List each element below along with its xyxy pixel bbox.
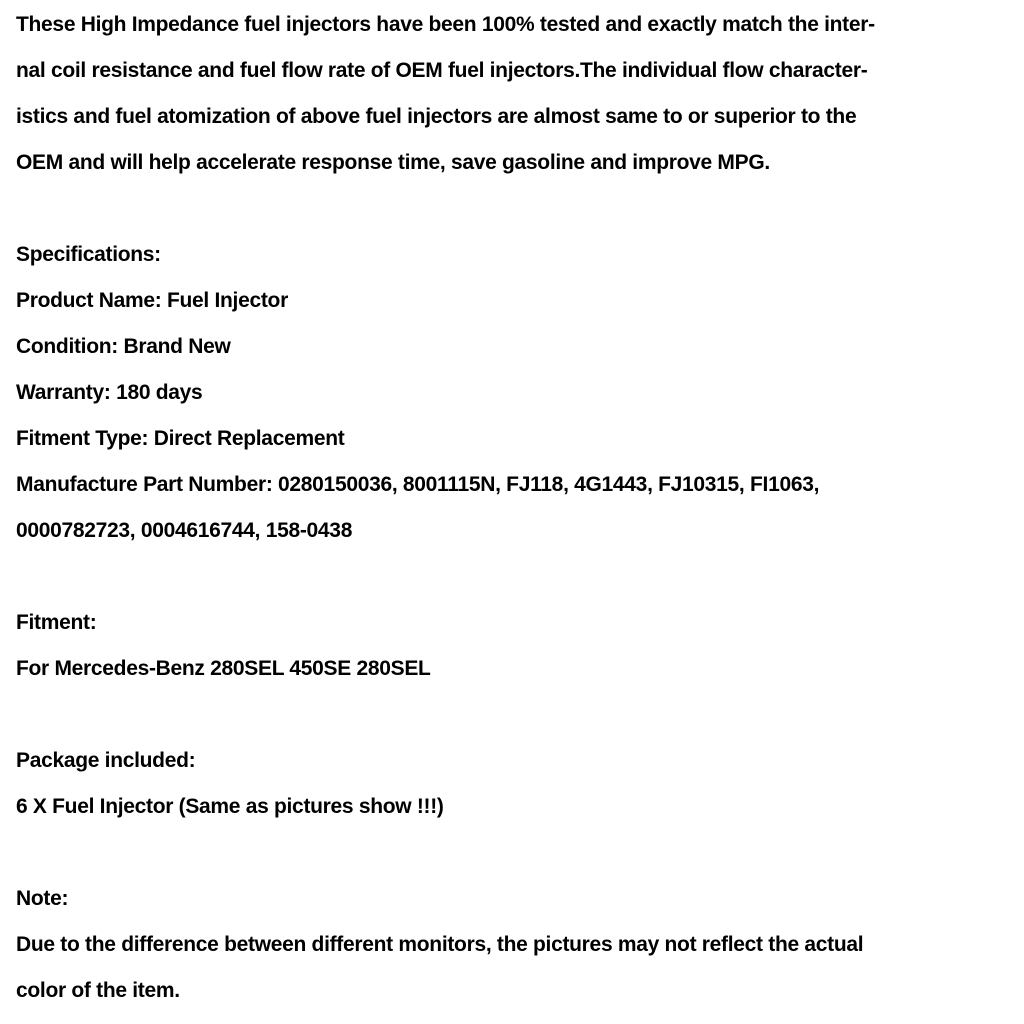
section-gap xyxy=(16,554,1020,600)
intro-line: istics and fuel atomization of above fuel injectors are almost same to or superior to the xyxy=(16,105,857,128)
intro-line: These High Impedance fuel injectors have been 100% tested and exactly match the inter- xyxy=(16,13,875,36)
fitment-line: For Mercedes-Benz 280SEL 450SE 280SEL xyxy=(16,657,431,680)
package-heading: Package included: xyxy=(16,749,196,772)
spec-fitment-type: Fitment Type: Direct Replacement xyxy=(16,427,345,450)
specifications-heading: Specifications: xyxy=(16,243,161,266)
section-gap xyxy=(16,692,1020,738)
fitment-heading: Fitment: xyxy=(16,611,97,634)
note-heading: Note: xyxy=(16,887,69,910)
package-line: 6 X Fuel Injector (Same as pictures show !!!) xyxy=(16,795,444,818)
spec-product-name: Product Name: Fuel Injector xyxy=(16,289,288,312)
spec-condition: Condition: Brand New xyxy=(16,335,231,358)
spec-warranty: Warranty: 180 days xyxy=(16,381,203,404)
note-line: Due to the difference between different monitors, the pictures may not reflect the actual xyxy=(16,933,864,956)
intro-line: OEM and will help accelerate response time, save gasoline and improve MPG. xyxy=(16,151,770,174)
intro-line: nal coil resistance and fuel flow rate of OEM fuel injectors.The individual flow character- xyxy=(16,59,868,82)
section-gap xyxy=(16,186,1020,232)
section-gap xyxy=(16,830,1020,876)
spec-part-numbers-line: Manufacture Part Number: 0280150036, 8001115N, FJ118, 4G1443, FJ10315, FI1063, xyxy=(16,473,820,496)
spec-part-numbers-line: 0000782723, 0004616744, 158-0438 xyxy=(16,519,353,542)
note-line: color of the item. xyxy=(16,979,180,1002)
